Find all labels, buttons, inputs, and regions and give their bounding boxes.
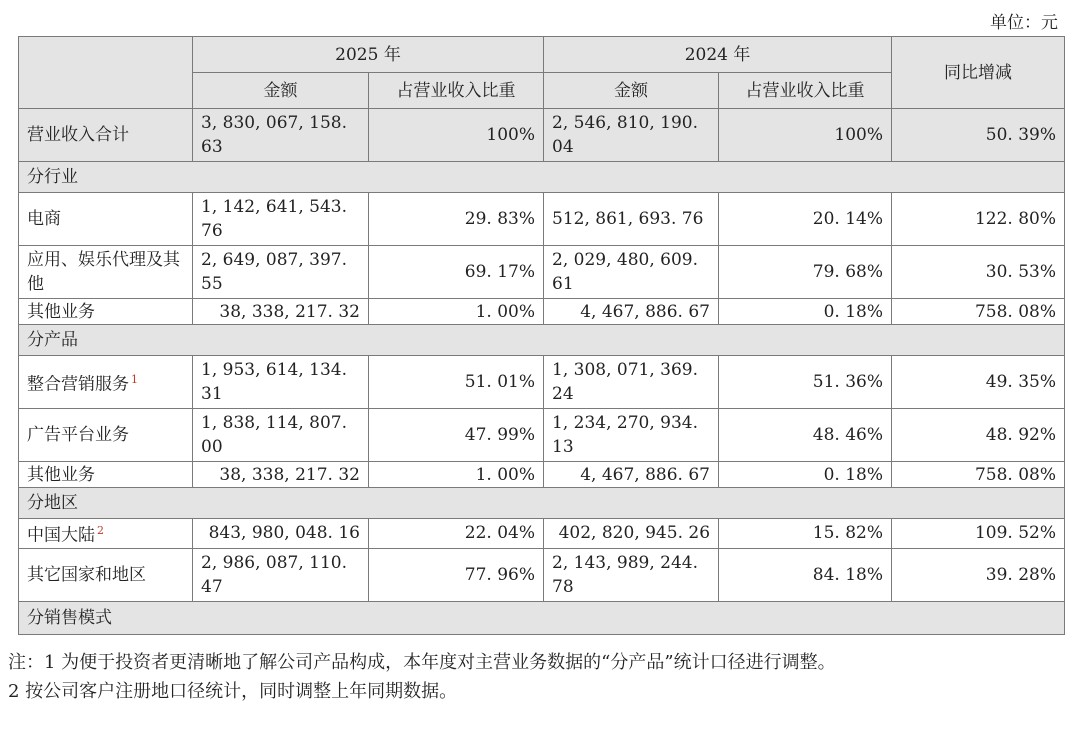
ratio-2024: 0. 18%	[719, 462, 892, 488]
yoy-change: 122. 80%	[892, 193, 1065, 246]
row-label-text: 中国大陆	[27, 525, 95, 546]
amount-2024: 2, 029, 480, 609. 61	[544, 246, 719, 299]
table-row	[19, 462, 1065, 488]
table-row	[19, 519, 1065, 549]
header-year-2024: 2024 年	[544, 37, 892, 73]
yoy-change: 48. 92%	[892, 409, 1065, 462]
header-amount-2025: 金额	[193, 73, 369, 109]
ratio-2024: 51. 36%	[719, 356, 892, 409]
header-corner-cell	[19, 37, 193, 109]
row-label: 其它国家和地区	[19, 548, 193, 601]
ratio-2025: 47. 99%	[369, 409, 544, 462]
ratio-2025: 29. 83%	[369, 193, 544, 246]
table-row	[19, 299, 1065, 325]
ratio-2025: 100%	[369, 109, 544, 162]
ratio-2025: 77. 96%	[369, 548, 544, 601]
amount-2025: 2, 986, 087, 110. 47	[193, 548, 369, 601]
row-label: 其他业务	[19, 299, 193, 325]
row-label: 广告平台业务	[19, 409, 193, 462]
unit-label: 单位：元	[990, 13, 1058, 33]
table-row	[19, 356, 1065, 409]
yoy-change: 758. 08%	[892, 462, 1065, 488]
ratio-2025: 1. 00%	[369, 299, 544, 325]
row-label: 其他业务	[19, 462, 193, 488]
ratio-2024: 84. 18%	[719, 548, 892, 601]
row-label: 应用、娱乐代理及其他	[19, 246, 193, 299]
amount-2024: 1, 308, 071, 369. 24	[544, 356, 719, 409]
yoy-change: 39. 28%	[892, 548, 1065, 601]
footnotes	[8, 648, 1068, 706]
ratio-2025: 1. 00%	[369, 462, 544, 488]
amount-2025: 1, 142, 641, 543. 76	[193, 193, 369, 246]
amount-2024: 2, 143, 989, 244. 78	[544, 548, 719, 601]
table-row	[19, 246, 1065, 299]
ratio-2025: 22. 04%	[369, 519, 544, 549]
section-product: 分产品	[19, 325, 1065, 356]
row-label-text: 整合营销服务	[27, 374, 129, 395]
ratio-2025: 51. 01%	[369, 356, 544, 409]
table-row	[19, 409, 1065, 462]
header-ratio-2025: 占营业收入比重	[369, 73, 544, 109]
row-label	[19, 519, 193, 549]
ratio-2024: 15. 82%	[719, 519, 892, 549]
amount-2024: 4, 467, 886. 67	[544, 299, 719, 325]
ratio-2024: 100%	[719, 109, 892, 162]
footnote-1: 注：1 为便于投资者更清晰地了解公司产品构成，本年度对主营业务数据的“分产品”统计口径进行调整。	[8, 652, 836, 673]
header-ratio-2024: 占营业收入比重	[719, 73, 892, 109]
amount-2025: 38, 338, 217. 32	[193, 299, 369, 325]
amount-2024: 4, 467, 886. 67	[544, 462, 719, 488]
section-sales-mode: 分销售模式	[19, 601, 1065, 634]
ratio-2025: 69. 17%	[369, 246, 544, 299]
ratio-2024: 20. 14%	[719, 193, 892, 246]
amount-2025: 38, 338, 217. 32	[193, 462, 369, 488]
amount-2024: 402, 820, 945. 26	[544, 519, 719, 549]
ratio-2024: 79. 68%	[719, 246, 892, 299]
amount-2025: 3, 830, 067, 158. 63	[193, 109, 369, 162]
row-label: 营业收入合计	[19, 109, 193, 162]
footnote-marker: 1	[131, 372, 138, 386]
amount-2025: 843, 980, 048. 16	[193, 519, 369, 549]
total-row	[19, 109, 1065, 162]
header-amount-2024: 金额	[544, 73, 719, 109]
yoy-change: 50. 39%	[892, 109, 1065, 162]
ratio-2024: 48. 46%	[719, 409, 892, 462]
amount-2025: 1, 953, 614, 134. 31	[193, 356, 369, 409]
row-label: 电商	[19, 193, 193, 246]
amount-2024: 512, 861, 693. 76	[544, 193, 719, 246]
section-industry: 分行业	[19, 162, 1065, 193]
amount-2025: 1, 838, 114, 807. 00	[193, 409, 369, 462]
yoy-change: 30. 53%	[892, 246, 1065, 299]
yoy-change: 109. 52%	[892, 519, 1065, 549]
amount-2024: 2, 546, 810, 190. 04	[544, 109, 719, 162]
header-yoy: 同比增减	[892, 37, 1065, 109]
amount-2025: 2, 649, 087, 397. 55	[193, 246, 369, 299]
yoy-change: 49. 35%	[892, 356, 1065, 409]
row-label	[19, 356, 193, 409]
footnote-2: 2 按公司客户注册地口径统计，同时调整上年同期数据。	[8, 681, 458, 702]
yoy-change: 758. 08%	[892, 299, 1065, 325]
table-row	[19, 193, 1065, 246]
ratio-2024: 0. 18%	[719, 299, 892, 325]
footnote-marker: 2	[97, 524, 104, 537]
header-year-2025: 2025 年	[193, 37, 544, 73]
amount-2024: 1, 234, 270, 934. 13	[544, 409, 719, 462]
revenue-composition-table	[18, 36, 1065, 635]
table-row	[19, 548, 1065, 601]
section-region: 分地区	[19, 488, 1065, 519]
